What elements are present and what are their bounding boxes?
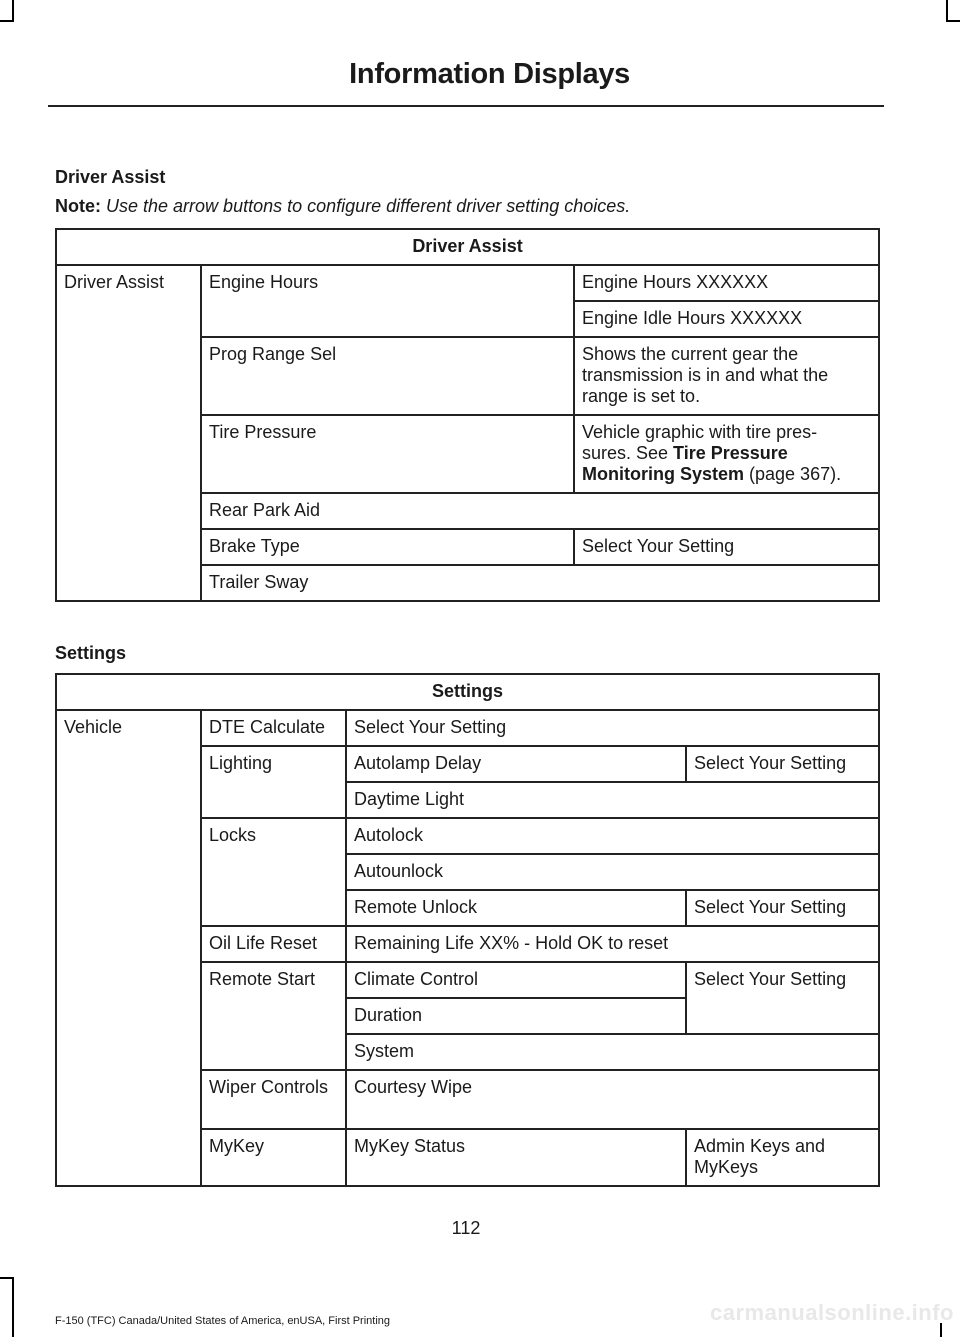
table-cell-item: Trailer Sway <box>201 565 879 601</box>
table-title: Driver Assist <box>56 229 879 265</box>
crop-mark <box>946 0 948 22</box>
table-cell-value: Select Your Setting <box>686 962 879 1034</box>
table-cell-value: Select Your Setting <box>574 529 879 565</box>
table-cell-item: Wiper Controls <box>201 1070 346 1129</box>
crop-mark <box>0 1277 14 1279</box>
footer-text: F-150 (TFC) Canada/United States of America, enUSA, First Printing <box>55 1315 391 1327</box>
settings-table <box>55 673 880 1187</box>
crop-mark <box>0 20 14 22</box>
table-cell-category: MyKey <box>201 1129 346 1186</box>
table-cell-value: Admin Keys and MyKeys <box>686 1129 879 1186</box>
table-cell-value: Select Your Setting <box>346 710 879 746</box>
table-cell-item: Brake Type <box>201 529 574 565</box>
table-cell-item: Oil Life Reset <box>201 926 346 962</box>
table-cell-subitem: Daytime Light <box>346 782 879 818</box>
page-title: Information Displays <box>349 58 630 90</box>
table-cell-value: Engine Idle Hours XXXXXX <box>574 301 879 337</box>
table-cell-subitem: Remote Unlock <box>346 890 686 926</box>
table-cell-value <box>574 415 879 493</box>
table-cell-item: Rear Park Aid <box>201 493 879 529</box>
table-cell-category: Vehicle <box>56 710 201 1186</box>
table-cell-value: Select Your Setting <box>686 746 879 782</box>
table-cell-item: Remote Start <box>201 962 346 1070</box>
note <box>55 196 630 217</box>
note-label: Note: <box>55 196 101 216</box>
table-cell-subitem: Climate Control <box>346 962 686 998</box>
table-cell-item: DTE Calculate <box>201 710 346 746</box>
watermark: carmanualsonline.info <box>710 1300 954 1325</box>
tire-pressure-link[interactable]: Tire Pressure Monitoring System <box>582 443 788 484</box>
header-divider <box>48 105 884 107</box>
page-reference: (page 367). <box>744 464 842 484</box>
table-cell-value: Select Your Setting <box>686 890 879 926</box>
crop-mark <box>946 20 960 22</box>
table-cell-subitem: Autounlock <box>346 854 879 890</box>
table-title: Settings <box>56 674 879 710</box>
table-cell-item: Locks <box>201 818 346 926</box>
driver-assist-table <box>55 228 880 602</box>
page-number: 112 <box>451 1218 481 1238</box>
table-cell-item: Lighting <box>201 746 346 818</box>
note-text: Use the arrow buttons to configure different driver setting choices. <box>106 196 631 216</box>
table-cell-value: Remaining Life XX% - Hold OK to reset <box>346 926 879 962</box>
crop-mark <box>12 1277 14 1337</box>
tire-desc-text: Vehicle graphic with tire pres- sures. See <box>582 422 818 463</box>
table-cell-item: Engine Hours <box>201 265 574 337</box>
table-cell-value: Shows the current gear the transmission is in and what the range is set to. <box>574 337 879 415</box>
table-cell-subitem: Autolock <box>346 818 879 854</box>
table-cell-item: MyKey Status <box>346 1129 686 1186</box>
table-cell-subitem: Autolamp Delay <box>346 746 686 782</box>
table-cell-item: Tire Pressure <box>201 415 574 493</box>
table-cell-subitem: Duration <box>346 998 686 1034</box>
table-cell-subitem: System <box>346 1034 879 1070</box>
table-cell-item: Prog Range Sel <box>201 337 574 415</box>
driver-assist-heading: Driver Assist <box>55 167 166 187</box>
table-cell-category: Driver Assist <box>56 265 201 601</box>
crop-mark <box>12 0 14 22</box>
table-cell-value: Courtesy Wipe <box>346 1070 879 1129</box>
settings-heading: Settings <box>55 643 127 663</box>
table-cell-value: Engine Hours XXXXXX <box>574 265 879 301</box>
